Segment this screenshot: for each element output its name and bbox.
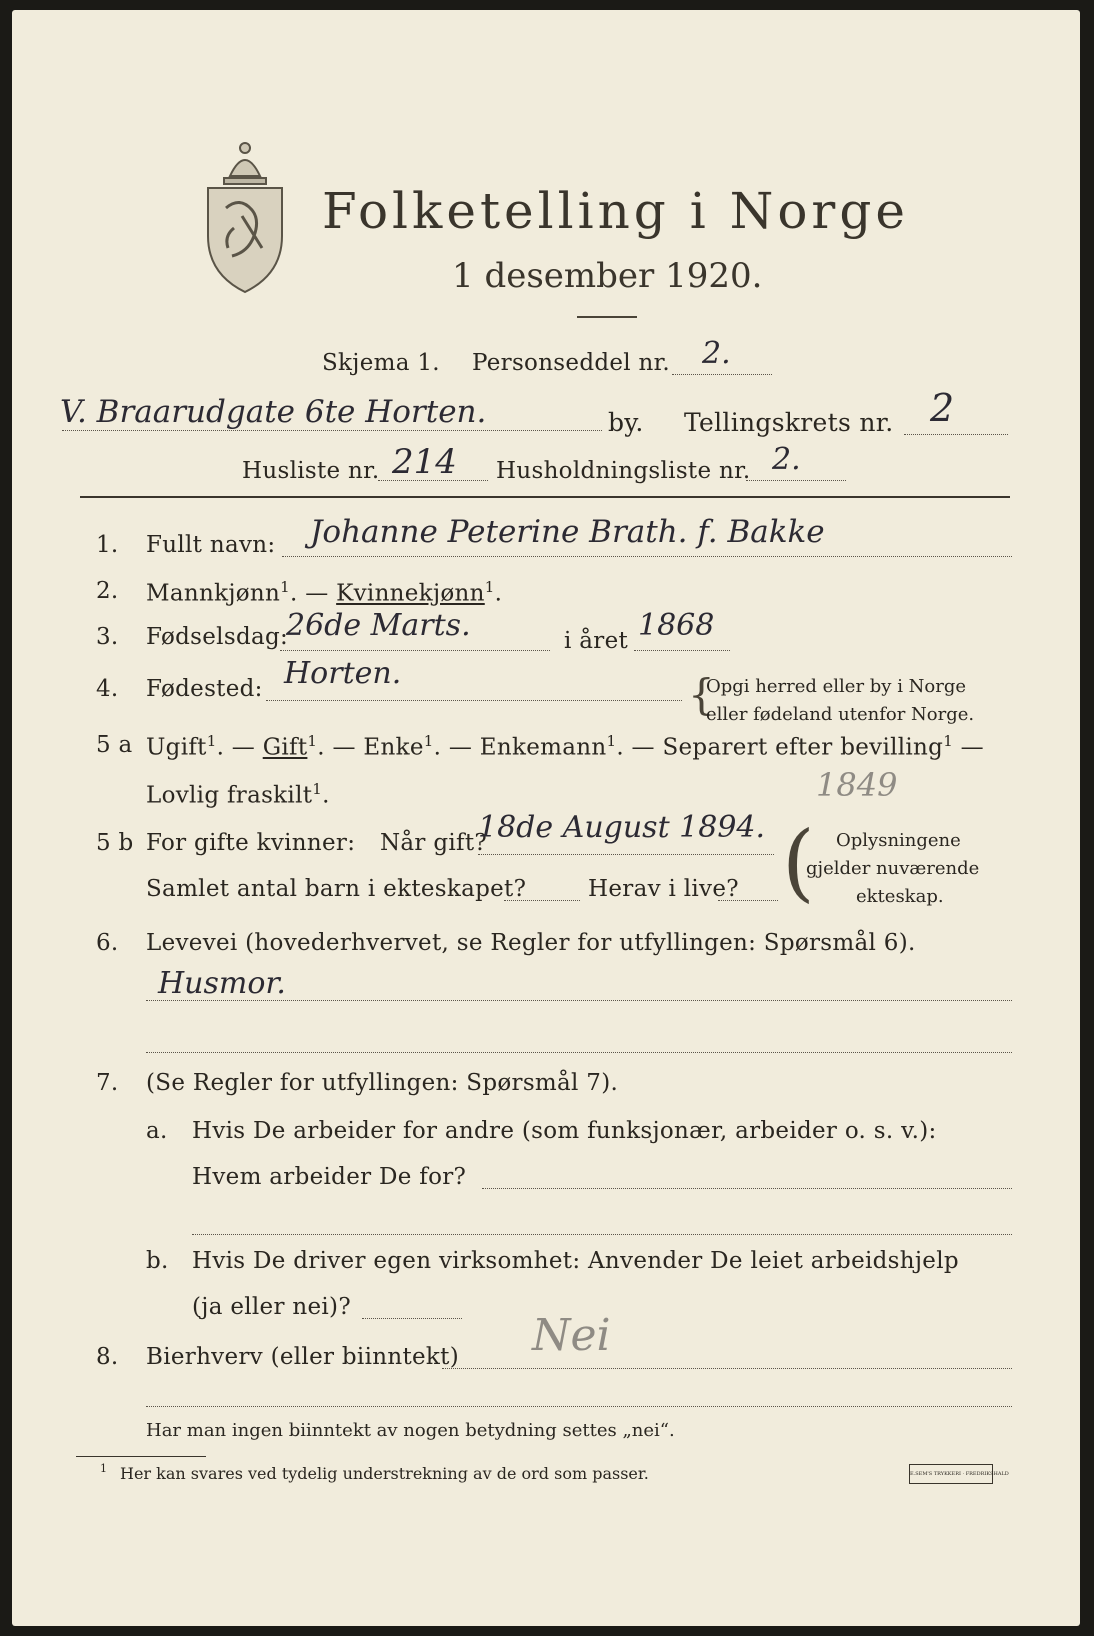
q8-number: 8. bbox=[96, 1344, 119, 1370]
option-kvinnekjonn: Kvinnekjønn bbox=[336, 580, 485, 607]
tellingskrets-value: 2 bbox=[930, 386, 955, 430]
q6-number: 6. bbox=[96, 930, 119, 956]
husliste-label: Husliste nr. bbox=[242, 458, 380, 484]
q5b-naar-line bbox=[478, 854, 774, 855]
q5b-barn-line bbox=[504, 900, 580, 901]
tellingskrets-label: Tellingskrets nr. bbox=[684, 408, 894, 437]
husholdning-value: 2. bbox=[772, 442, 801, 477]
q6-label: Levevei (hovederhvervet, se Regler for utfyllingen: Spørsmål 6). bbox=[146, 930, 916, 956]
personseddel-label: Personseddel nr. bbox=[472, 350, 671, 376]
schema-label: Skjema 1. bbox=[322, 350, 440, 376]
q3-number: 3. bbox=[96, 624, 119, 650]
husholdning-line bbox=[746, 480, 846, 481]
tellingskrets-line bbox=[904, 434, 1008, 435]
q7b-question: (ja eller nei)? bbox=[192, 1294, 351, 1320]
q2-number: 2. bbox=[96, 578, 119, 604]
husholdning-label: Husholdningsliste nr. bbox=[496, 458, 751, 484]
q8-value: Nei bbox=[532, 1310, 611, 1361]
q5b-brace: ( bbox=[782, 813, 815, 911]
street-line bbox=[62, 430, 602, 431]
q7a-line-2 bbox=[192, 1234, 1012, 1235]
header-divider bbox=[80, 496, 1010, 498]
printer-stamp: E.SEM'S TRYKKERI · FREDRIKSHALD bbox=[909, 1464, 993, 1484]
q6-line-2 bbox=[146, 1052, 1012, 1053]
q5b-note-3: ekteskap. bbox=[856, 886, 944, 907]
q1-name-value: Johanne Peterine Brath. f. Bakke bbox=[310, 514, 825, 550]
footnote-divider bbox=[76, 1456, 206, 1457]
q7a-number: a. bbox=[146, 1118, 168, 1144]
q7a-line-1 bbox=[482, 1188, 1012, 1189]
personseddel-value: 2. bbox=[702, 336, 731, 371]
q6-line-1 bbox=[146, 1000, 1012, 1001]
q7b-number: b. bbox=[146, 1248, 169, 1274]
q5a-options: Ugift$^1$. — Gift$^1$. — Enke$^1$. — Enkemann$^1$. — Separert efter bevilling$^1$ — bbox=[146, 732, 984, 761]
option-separert: Separert efter bevilling bbox=[662, 734, 944, 761]
census-form-page bbox=[12, 10, 1080, 1626]
option-enkemann: Enkemann bbox=[479, 734, 607, 761]
option-lovlig-fraskilt: Lovlig fraskilt$^1$. bbox=[146, 780, 330, 809]
by-label: by. bbox=[608, 408, 644, 437]
street-value: V. Braarudgate 6te Horten. bbox=[60, 394, 487, 430]
q5b-ilive-line bbox=[718, 900, 778, 901]
q5b-label: For gifte kvinner: bbox=[146, 830, 356, 856]
option-gift: Gift bbox=[262, 734, 308, 761]
title-divider bbox=[577, 316, 637, 318]
footer-note: Har man ingen biinntekt av nogen betydning settes „nei“. bbox=[146, 1420, 675, 1441]
q7-number: 7. bbox=[96, 1070, 119, 1096]
personseddel-line bbox=[672, 374, 772, 375]
q7a-question: Hvem arbeider De for? bbox=[192, 1164, 467, 1190]
q3-year-label: i året bbox=[564, 628, 629, 654]
q4-value: Horten. bbox=[284, 656, 402, 691]
q3-label: Fødselsdag: bbox=[146, 624, 289, 650]
q5a-margin-note: 1849 bbox=[816, 766, 898, 804]
census-date: 1 desember 1920. bbox=[452, 256, 763, 296]
q7b-text: Hvis De driver egen virksomhet: Anvender De leiet arbeidshjelp bbox=[192, 1248, 959, 1274]
q5b-note-2: gjelder nuværende bbox=[806, 858, 980, 879]
q8-line-1 bbox=[442, 1368, 1012, 1369]
q4-note-2: eller fødeland utenfor Norge. bbox=[706, 704, 975, 725]
q5b-barn-label: Samlet antal barn i ekteskapet? bbox=[146, 876, 527, 902]
norway-coat-of-arms-icon bbox=[202, 136, 288, 296]
footnote-text: Her kan svares ved tydelig understrekning av de ord som passer. bbox=[120, 1464, 649, 1483]
q3-day-value: 26de Marts. bbox=[286, 608, 471, 643]
q5b-note-1: Oplysningene bbox=[836, 830, 961, 851]
q6-value: Husmor. bbox=[158, 966, 286, 1001]
q5b-number: 5 b bbox=[96, 830, 134, 856]
q5a-number: 5 a bbox=[96, 732, 133, 758]
q7a-text: Hvis De arbeider for andre (som funksjonær, arbeider o. s. v.): bbox=[192, 1118, 937, 1144]
q7b-line bbox=[362, 1318, 462, 1319]
q3-day-line bbox=[280, 650, 550, 651]
q1-line bbox=[282, 556, 1012, 557]
q4-note-1: Opgi herred eller by i Norge bbox=[706, 676, 967, 697]
option-enke: Enke bbox=[363, 734, 424, 761]
q4-label: Fødested: bbox=[146, 676, 263, 702]
form-title: Folketelling i Norge bbox=[322, 182, 909, 240]
q7-label: (Se Regler for utfyllingen: Spørsmål 7). bbox=[146, 1070, 619, 1096]
q8-line-2 bbox=[146, 1406, 1012, 1407]
q4-line bbox=[266, 700, 682, 701]
q4-brace: { bbox=[688, 670, 715, 719]
husliste-value: 214 bbox=[392, 442, 457, 482]
option-mannkjonn: Mannkjønn bbox=[146, 580, 281, 607]
q4-number: 4. bbox=[96, 676, 119, 702]
footnote-sup: 1 bbox=[100, 1462, 107, 1475]
q5b-naar-value: 18de August 1894. bbox=[478, 810, 766, 845]
q8-label: Bierhverv (eller biinntekt) bbox=[146, 1344, 459, 1370]
q3-year-line bbox=[634, 650, 730, 651]
q2-options: Mannkjønn$^1$. — Kvinnekjønn$^1$. bbox=[146, 578, 503, 607]
option-ugift: Ugift bbox=[146, 734, 207, 761]
q3-year-value: 1868 bbox=[638, 608, 715, 643]
q1-number: 1. bbox=[96, 532, 119, 558]
q5b-ilive-label: Herav i live? bbox=[588, 876, 739, 902]
q1-label: Fullt navn: bbox=[146, 532, 276, 558]
q5b-naar-label: Når gift? bbox=[380, 830, 488, 856]
